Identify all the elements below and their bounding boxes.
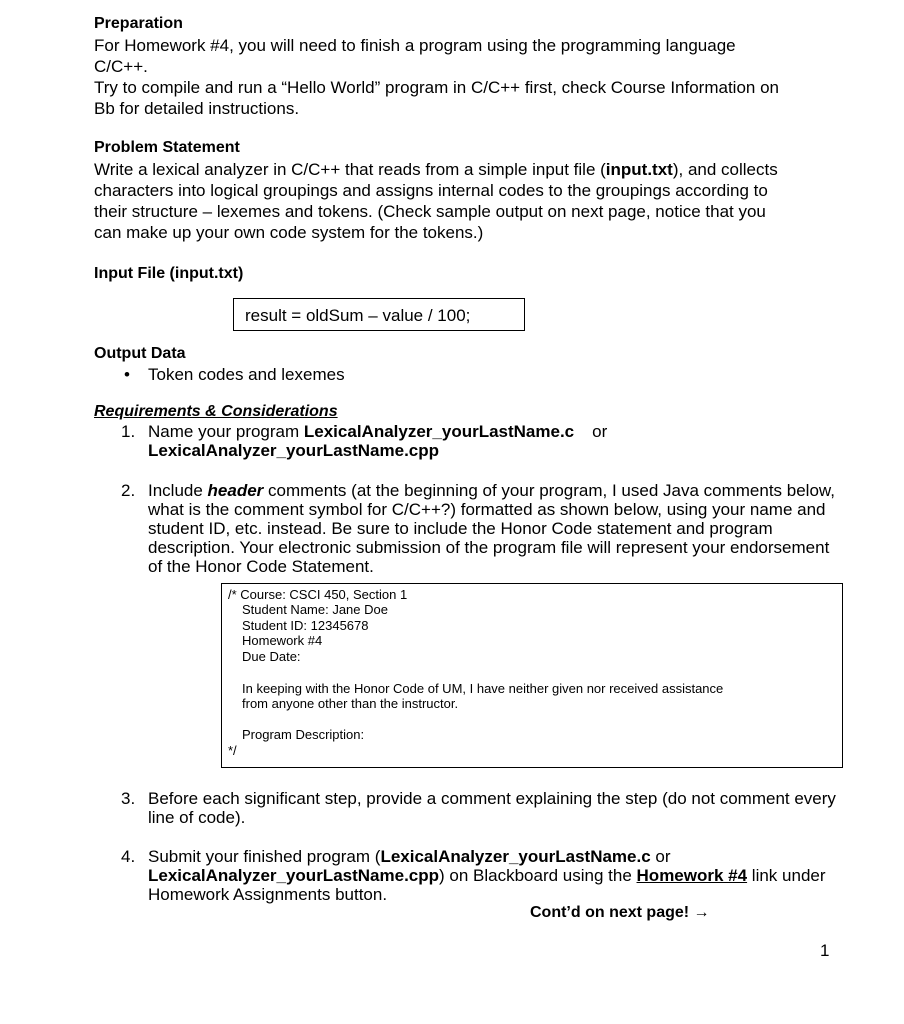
header-box-line-3: Student ID: 12345678 (242, 618, 369, 633)
homework-4-link: Homework #4 (636, 866, 748, 885)
item-4-number: 4. (121, 847, 136, 866)
preparation-line-1: For Homework #4, you will need to finish a program using the programming language (94, 36, 736, 55)
header-box-line-8: Program Description: (242, 727, 365, 742)
preparation-line-3: Try to compile and run a “Hello World” program in C/C++ first, check Course Information on (94, 78, 779, 97)
item-3-line-2: line of code). (148, 808, 246, 827)
input-file-content: result = oldSum – value / 100; (245, 306, 471, 325)
header-box-line-9: */ (228, 743, 237, 758)
item-2-line-3: student ID, etc. instead. Be sure to include the Honor Code statement and program (148, 519, 773, 538)
item-3-line-1: Before each significant step, provide a comment explaining the step (do not comment every (148, 789, 836, 808)
item-2-line-5: of the Honor Code Statement. (148, 557, 374, 576)
item-2-line-4: description. Your electronic submission of the program file will represent your endorsement (148, 538, 830, 557)
item-3-number: 3. (121, 789, 136, 808)
item-2-number: 2. (121, 481, 136, 500)
item-4-line-1: Submit your finished program (LexicalAnalyzer_yourLastName.c or (148, 847, 671, 866)
header-box-line-1: /* Course: CSCI 450, Section 1 (228, 587, 408, 602)
bullet: • (124, 365, 130, 384)
header-box-line-4: Homework #4 (242, 633, 323, 648)
item-4-line-2: LexicalAnalyzer_yourLastName.cpp) on Blackboard using the Homework #4 link under (148, 866, 826, 885)
item-2-line-1: Include header comments (at the beginning of your program, I used Java comments below, (148, 481, 835, 500)
item-4-line-3: Homework Assignments button. (148, 885, 388, 904)
problem-line-3: their structure – lexemes and tokens. (Check sample output on next page, notice that you (94, 202, 766, 221)
header-box-line-6: In keeping with the Honor Code of UM, I have neither given nor received assistance (242, 681, 724, 696)
input-file-heading: Input File (input.txt) (94, 265, 244, 282)
item-1-number: 1. (121, 422, 136, 441)
output-data-item: Token codes and lexemes (148, 365, 345, 384)
item-1-line-1: Name your program LexicalAnalyzer_yourLastName.c or (148, 422, 608, 441)
requirements-heading: Requirements & Considerations (94, 403, 338, 420)
header-box-line-7: from anyone other than the instructor. (242, 696, 459, 711)
problem-line-2: characters into logical groupings and assigns internal codes to the groupings according to (94, 181, 768, 200)
header-box-line-5: Due Date: (242, 649, 301, 664)
problem-line-1: Write a lexical analyzer in C/C++ that reads from a simple input file (input.txt), and collects (94, 160, 778, 179)
preparation-line-4: Bb for detailed instructions. (94, 99, 300, 118)
item-1-line-2: LexicalAnalyzer_yourLastName.cpp (148, 441, 440, 460)
item-2-line-2: what is the comment symbol for C/C++?) formatted as shown below, using your name and (148, 500, 826, 519)
preparation-heading: Preparation (94, 15, 183, 32)
problem-heading: Problem Statement (94, 139, 240, 156)
contd-note: Cont’d on next page! → (530, 904, 710, 921)
output-data-heading: Output Data (94, 345, 186, 362)
header-box-line-2: Student Name: Jane Doe (242, 602, 388, 617)
page-number: 1 (820, 941, 830, 960)
problem-line-4: can make up your own code system for the tokens.) (94, 223, 484, 242)
preparation-line-2: C/C++. (94, 57, 148, 76)
